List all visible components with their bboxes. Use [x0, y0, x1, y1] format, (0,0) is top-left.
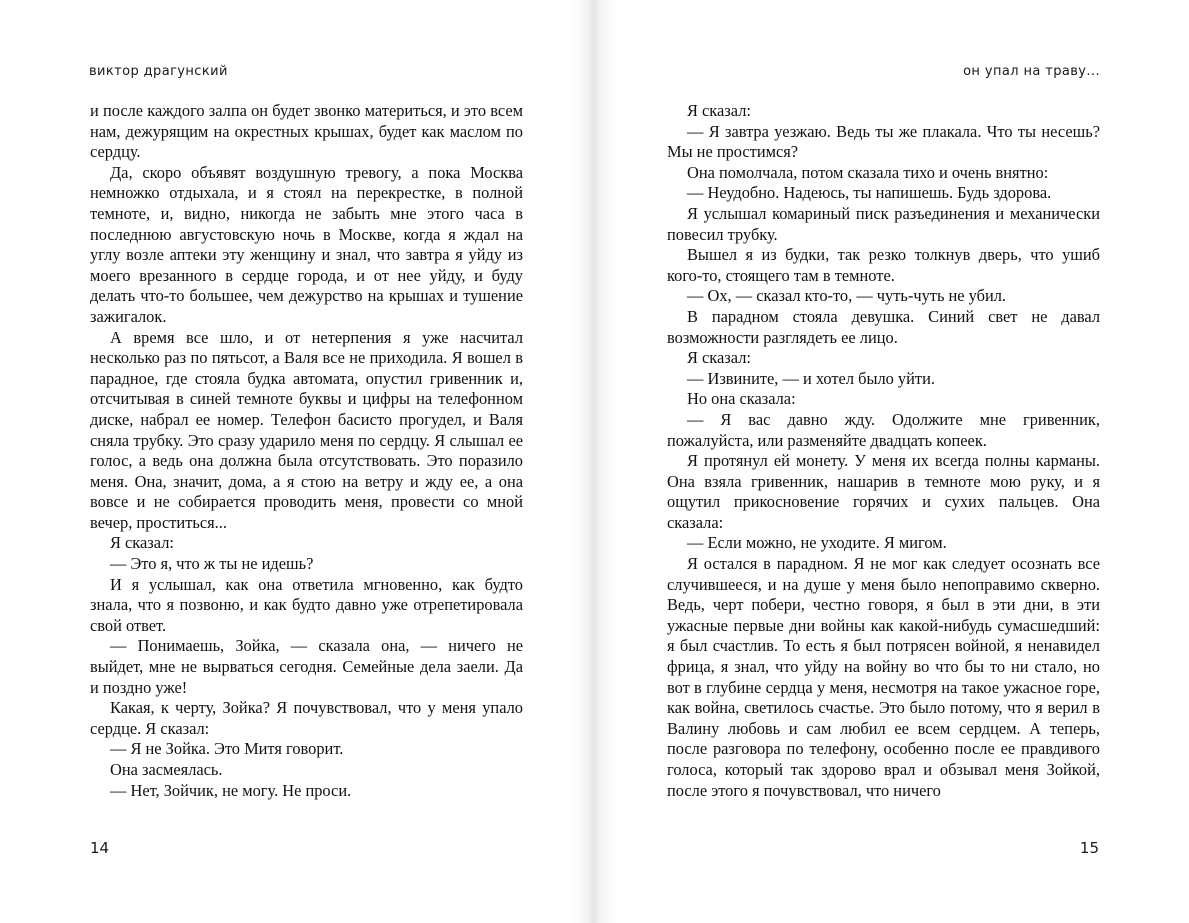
paragraph: Я сказал: — [110, 533, 174, 553]
paragraph: Я услышал комариный писк разъединения и механически повесил трубку. — [667, 203, 1100, 244]
paragraph: — Ох, — сказал кто-то, — чуть-чуть не убил. — [687, 286, 1007, 306]
paragraph: Но она сказала: — [687, 389, 796, 409]
right-page-text — [667, 101, 1100, 801]
page-number: 15 — [1079, 839, 1099, 857]
left-page — [0, 0, 594, 923]
paragraph: Какая, к черту, Зойка? Я почувствовал, что у меня упало сердце. Я сказал: — [90, 698, 523, 738]
paragraph: Я сказал: — [687, 101, 751, 120]
paragraph: — Нет, Зойчик, не могу. Не проси. — [110, 780, 352, 800]
running-head-author: виктор драгунский — [89, 64, 228, 79]
paragraph: — Это я, что ж ты не идешь? — [110, 554, 314, 574]
paragraph: Я протянул ей монету. У меня их всегда полны карманы. Она взяла гривенник, нашарив в темноте мою руку, и я ощутил прикосновение горячих и сухих пальцев. Она сказала: — [667, 451, 1100, 532]
paragraph: И я услышал, как она ответила мгновенно, как будто знала, что я позвоню, и как будто давно уже отрепетировала свой ответ. — [90, 574, 523, 635]
paragraph: — Понимаешь, Зойка, — сказала она, — ничего не выйдет, мне не вырваться сегодня. Семейные дела заели. Да и поздно уже! — [90, 636, 523, 697]
paragraph: — Извините, — и хотел было уйти. — [687, 368, 935, 388]
paragraph: — Я завтра уезжаю. Ведь ты же плакала. Что ты несешь? Мы не простимся? — [667, 121, 1100, 162]
paragraph: А время все шло, и от нетерпения я уже насчитал несколько раз по пятьсот, а Валя все не приходила. Я вошел в парадное, где стояла будка автомата, опустил гривенник и, отсчитывая в синей темноте буквы и цифры на телефонном диске, набрал ее номер. Телефон басисто прогудел, и Валя сняла трубку. Это сразу ударило меня по сердцу. Я слышал ее голос, а ведь она должна была отсутствовать. Это поразило меня. Она, значит, дома, а я стою на ветру и жду ее, а она вовсе и не собирается проводить меня, провести со мной вечер, проститься... — [90, 327, 523, 532]
paragraph: В парадном стояла девушка. Синий свет не давал возможности разглядеть ее лицо. — [667, 306, 1100, 347]
page-number: 14 — [90, 839, 110, 857]
paragraph: — Если можно, не уходите. Я мигом. — [687, 533, 947, 553]
paragraph: Я сказал: — [687, 348, 751, 368]
paragraph: и после каждого залпа он будет звонко материться, и это всем нам, дежурящим на окрестных крышах, будет как маслом по сердцу. — [90, 101, 523, 162]
paragraph: Она помолчала, потом сказала тихо и очень внятно: — [687, 162, 1049, 182]
right-page — [594, 0, 1189, 923]
paragraph: Я остался в парадном. Я не мог как следует осознать все случившееся, и на душе у меня было непоправимо скверно. Ведь, черт побери, честно говоря, я был в эти дни, в эти ужасные первые дни войны как какой-нибудь сумасшедший: я был счастлив. То есть я был потрясен войной, я ненавидел фрица, я знал, что уйду на войну во что бы то ни стало, но вот в глубине сердца у меня, несмотря на такое ужасное горе, как война, светилось счастье. Это было потому, что я верил в Валину любовь и сам любил ее всем сердцем. А теперь, после разговора по телефону, особенно после ее правдивого голоса, который так здорово врал и обзывал меня Зойкой, после этого я почувствовал, что ничего — [667, 554, 1100, 800]
paragraph: Она засмеялась. — [110, 760, 223, 779]
paragraph: — Я вас давно жду. Одолжите мне гривенник, пожалуйста, или разменяйте двадцать копеек. — [667, 409, 1100, 450]
paragraph: — Неудобно. Надеюсь, ты напишешь. Будь здорова. — [687, 183, 1052, 203]
paragraph: Вышел я из будки, так резко толкнув дверь, что ушиб кого-то, стоящего там в темноте. — [667, 245, 1100, 285]
running-head-title: он упал на траву... — [963, 64, 1100, 79]
paragraph: — Я не Зойка. Это Митя говорит. — [110, 739, 344, 759]
paragraph: Да, скоро объявят воздушную тревогу, а пока Москва немножко отдыхала, и я стоял на перекрестке, в полной темноте, и, видно, никогда не забыть мне этого часа в последнюю августовскую ночь в Москве, когда я ждал на углу возле аптеки эту женщину и знал, что завтра я уйду из моего врезанного в сердце города, и от нее уйду, и буду делать что-то большее, чем дежурство на крышах и тушение зажигалок. — [90, 162, 523, 326]
left-page-text — [90, 101, 523, 801]
